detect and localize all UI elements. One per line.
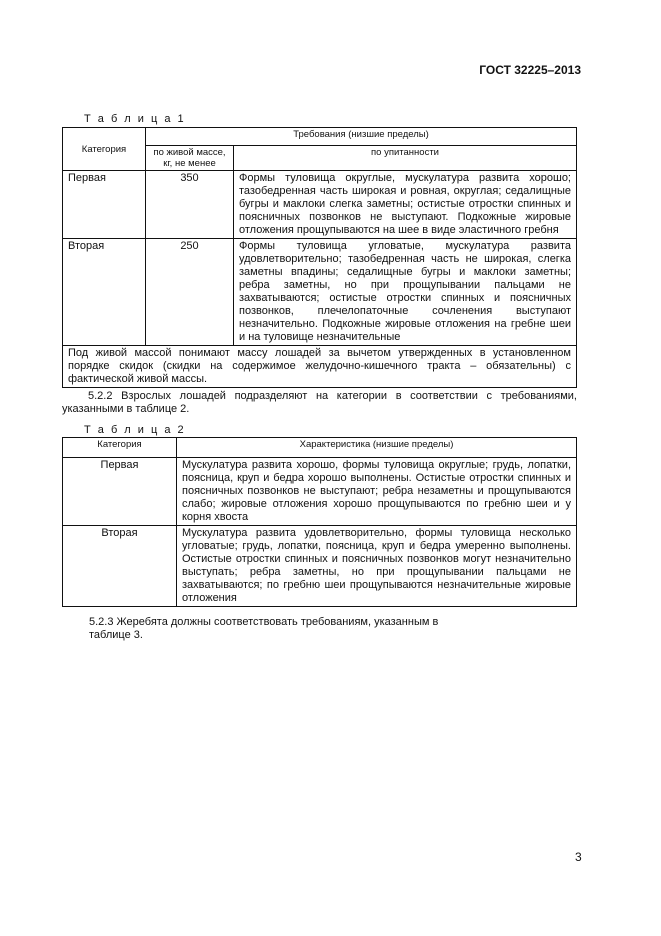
characteristic-cell: Мускулатура развита удовлетворительно, формы туловища несколько угловатые; грудь, лопатки, поясница, круп и бедра умеренно выполнены. Остистые отростки спинных и поясничных позвонков могут незначительно выступать; ребра заметны, но при прощупывании пальцами не захватываются; по гребню шеи прощупываются незначительные жировые отложения [177,526,577,607]
table2-caption: Т а б л и ц а 2 [84,424,186,436]
page-number: 3 [575,850,582,864]
table-row [63,171,577,239]
table-1 [62,127,577,388]
condition-cell: Формы туловища угловатые, мускулатура развита удовлетворительно; тазобедренная часть не широкая, слегка заметны впадины; седалищные бугры и маклоки заметны; ребра заметны, но при прощупывании пальцами не захватываются; остистые отростки спинных и поясничных позвонков, плечелопаточные сочленения выступают незначительно. Подкожные жировые отложения на гребне шеи и на туловище незначительные [234,239,577,346]
category-cell: Первая [63,458,177,526]
table-row [63,458,577,526]
header-category: Категория [63,128,146,171]
header-requirements: Требования (низшие пределы) [146,128,577,146]
header-condition: по упитанности [234,146,577,171]
category-cell: Вторая [63,239,146,346]
header-characteristic: Характеристика (низшие пределы) [177,438,577,458]
table1-caption: Т а б л и ц а 1 [84,113,186,125]
table1-note: Под живой массой понимают массу лошадей за вычетом утвержденных в установленном порядке скидок (скидки на содержимое желудочно-кишечного тракта – обязательны) с фактической живой массы. [63,346,577,388]
table-row [63,526,577,607]
category-cell: Первая [63,171,146,239]
characteristic-cell: Мускулатура развита хорошо, формы туловища округлые; грудь, лопатки, поясница, круп и бедра хорошо выполнены. Остистые отростки спинных и поясничных позвонков не выступают; ребра незаметны и прощупываются слабо; жировые отложения хорошо прощупываются по гребню шеи и у корня хвоста [177,458,577,526]
paragraph-5-2-2: 5.2.2 Взрослых лошадей подразделяют на категории в соответствии с требованиями, указанными в таблице 2. [62,390,577,415]
header-category: Категория [63,438,177,458]
condition-cell: Формы туловища округлые, мускулатура развита хорошо; тазобедренная часть широкая и ровная, округлая; седалищные бугры и маклоки слегка заметны; остистые отростки спинных и поясничных позвонков не выступают. Подкожные жировые отложения прощупываются на шее в виде эластичного гребня [234,171,577,239]
category-cell: Вторая [63,526,177,607]
document-designation: ГОСТ 32225–2013 [479,63,581,77]
table-row [63,239,577,346]
table-2 [62,437,577,607]
paragraph-5-2-3: 5.2.3 Жеребята должны соответствовать требованиям, указанным в таблице 3. [89,616,439,641]
mass-cell: 350 [146,171,234,239]
header-mass: по живой массе, кг, не менее [146,146,234,171]
mass-cell: 250 [146,239,234,346]
